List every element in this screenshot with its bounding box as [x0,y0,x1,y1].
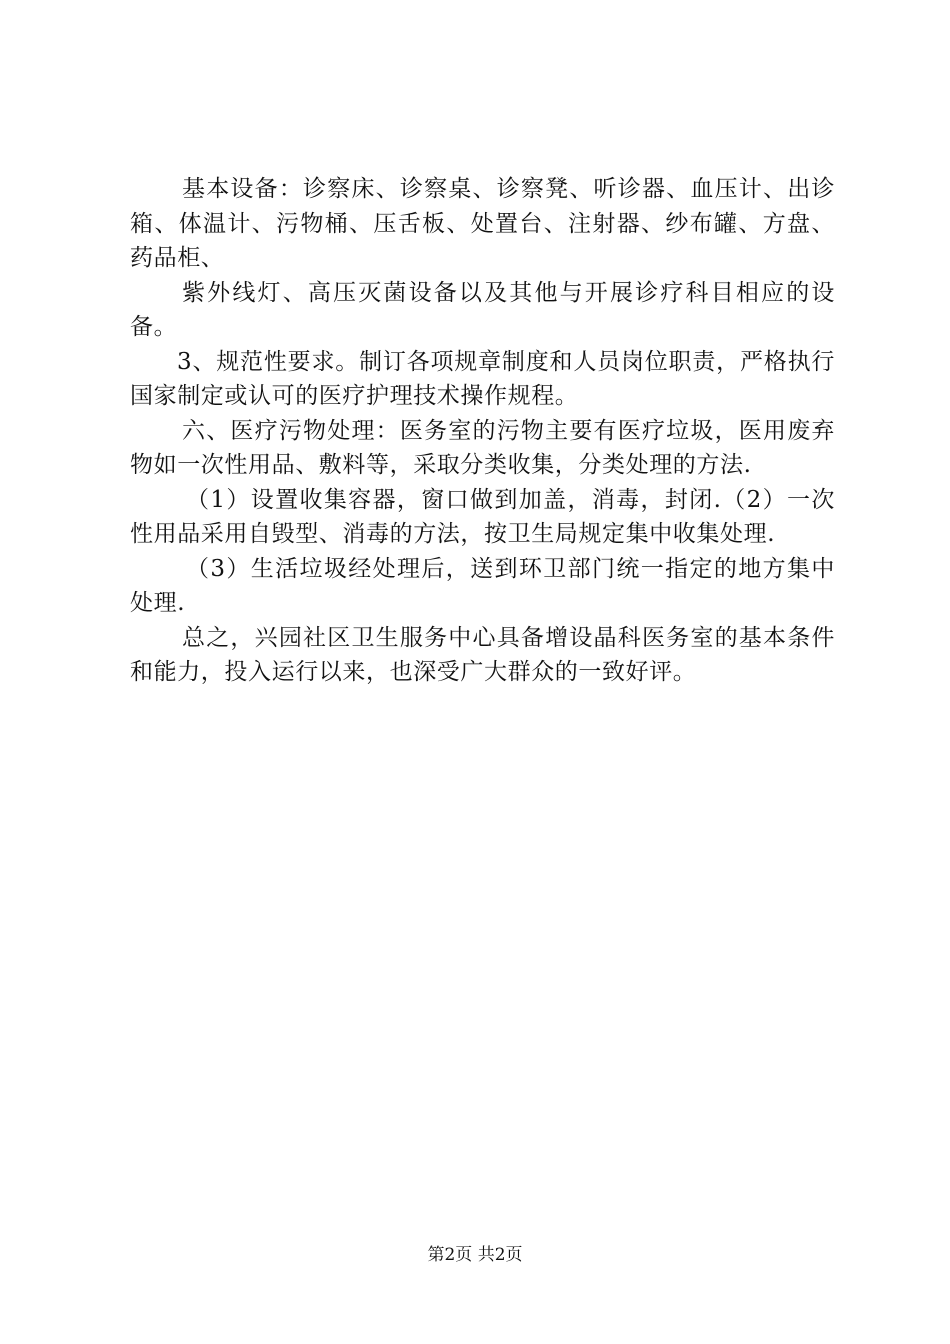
paragraph-equipment: 基本设备：诊察床、诊察桌、诊察凳、听诊器、血压计、出诊箱、体温计、污物桶、压舌板、处置台、注射器、纱布罐、方盘、药品柜、 [130,176,835,271]
paragraph-waste-containers: （1）设置收集容器，窗口做到加盖，消毒，封闭.（2）一次性用品采用自毁型、消毒的方法，按卫生局规定集中收集处理. [130,486,835,547]
document-body [130,172,835,690]
paragraph-waste-handling: 六、医疗污物处理：医务室的污物主要有医疗垃圾，医用废弃物如一次性用品、敷料等，采取分类收集，分类处理的方法. [130,417,835,478]
page-number-footer: 第2页 共2页 [427,1245,523,1265]
paragraph-equipment-continued: 紫外线灯、高压灭菌设备以及其他与开展诊疗科目相应的设备。 [130,279,835,340]
paragraph-conclusion: 总之，兴园社区卫生服务中心具备增设晶科医务室的基本条件和能力，投入运行以来，也深受广大群众的一致好评。 [130,624,835,685]
paragraph-household-waste: （3）生活垃圾经处理后，送到环卫部门统一指定的地方集中处理. [130,555,835,616]
paragraph-requirements: 3、规范性要求。制订各项规章制度和人员岗位职责，严格执行国家制定或认可的医疗护理技术操作规程。 [130,348,835,409]
